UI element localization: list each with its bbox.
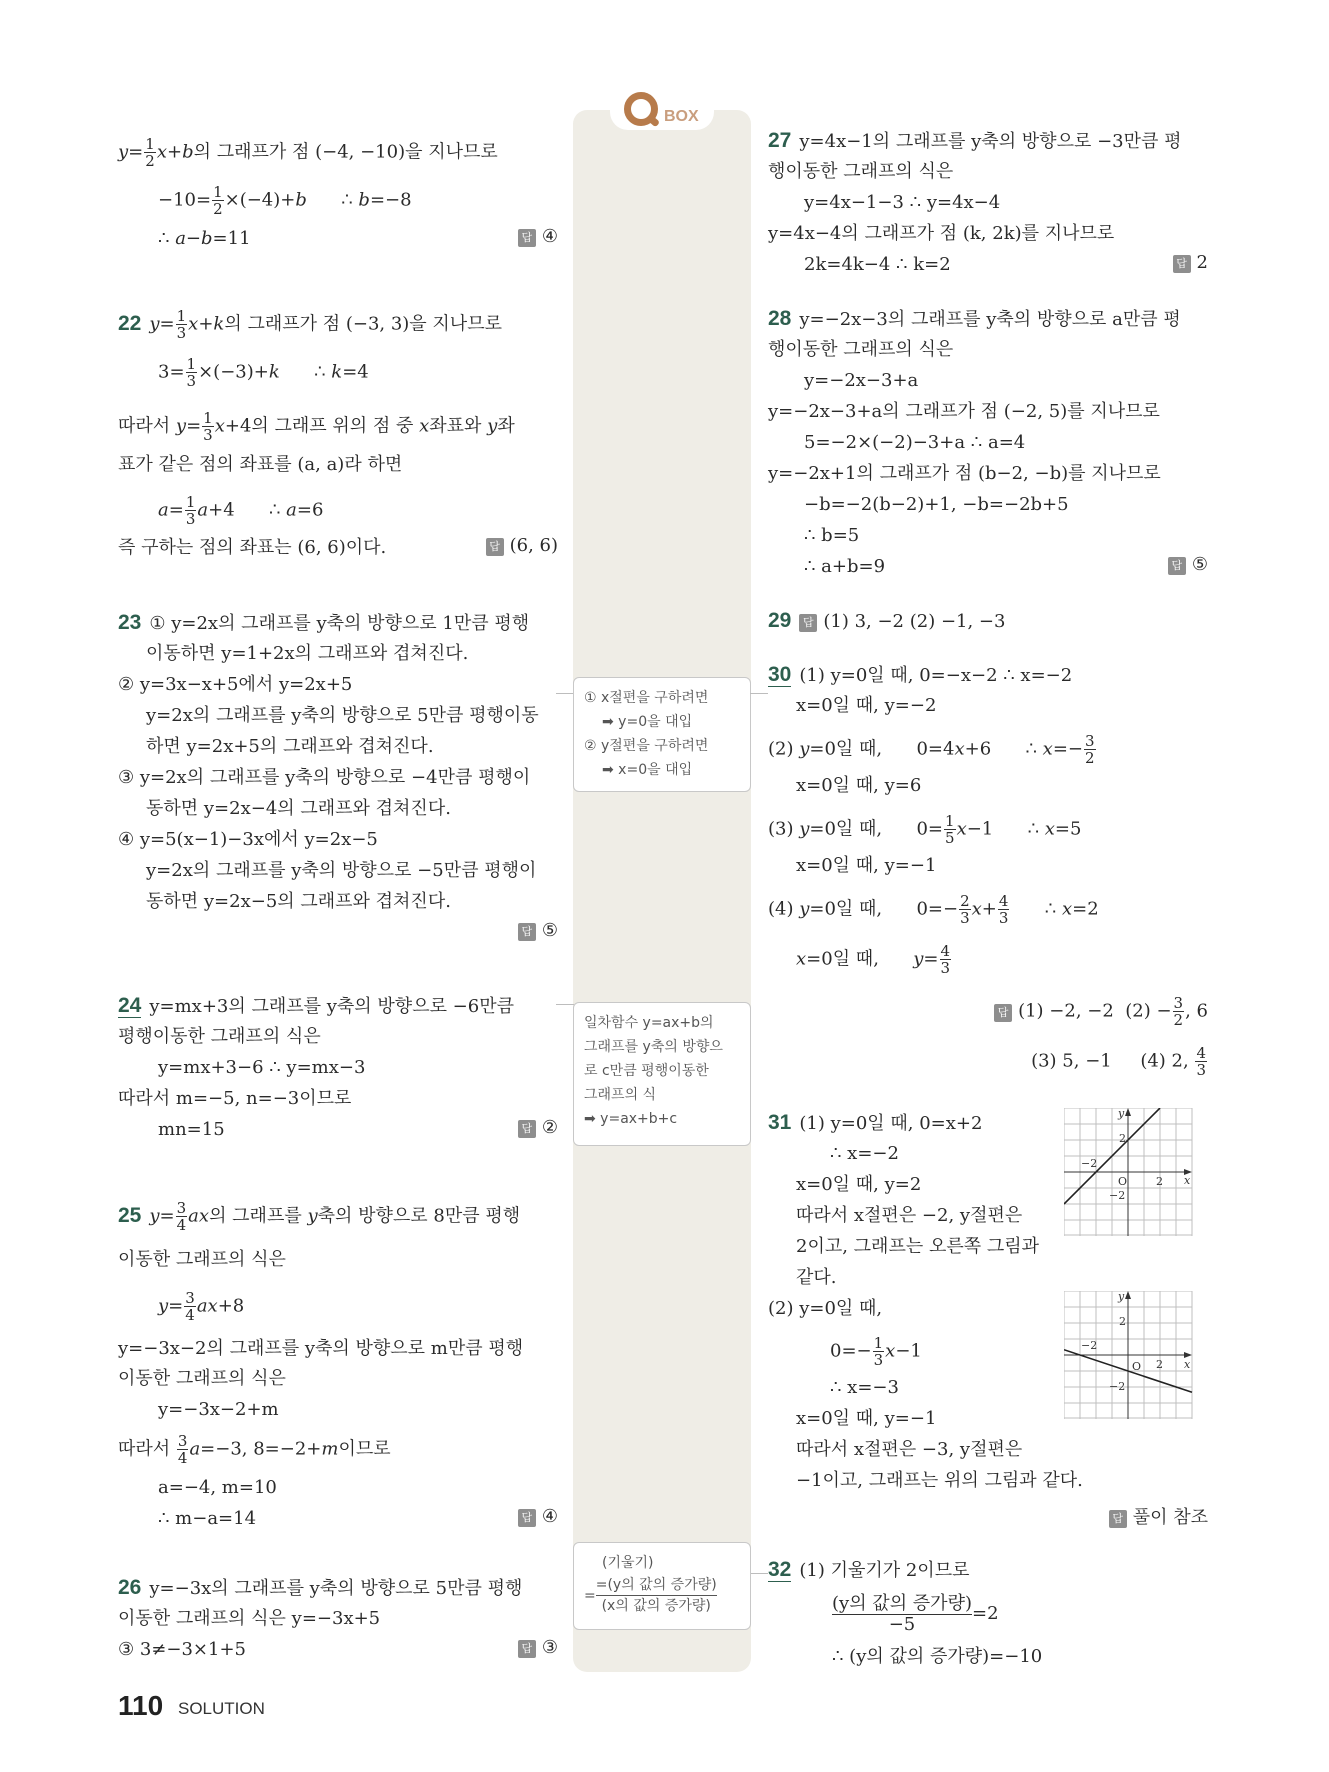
text-line: ∴ a−b=11	[158, 228, 251, 249]
page-number: 110	[118, 1690, 164, 1721]
text-line: −b=−2(b−2)+1, −b=−2b+5	[804, 494, 1069, 515]
graph-31-1	[1064, 1108, 1194, 1236]
text-line: (y의 값의 증가량) −5 =2	[832, 1592, 999, 1635]
note-connector	[556, 693, 574, 694]
answer: 답 풀이 참조	[1109, 1503, 1208, 1529]
note-connector	[750, 1573, 768, 1574]
text-line: 같다.	[796, 1267, 837, 1288]
text-line: y=−2x−3+a	[804, 370, 919, 391]
note-connector	[556, 1004, 574, 1005]
answer: 답 ⑤	[1168, 554, 1208, 575]
text-line: ∴ a+b=9	[804, 556, 886, 577]
answer-icon: 답	[518, 1509, 536, 1527]
text-line: ② y=3x−x+5에서 y=2x+5	[118, 674, 353, 695]
text-line: y=2x의 그래프를 y축의 방향으로 5만큼 평행이동	[146, 705, 539, 726]
text-line: 23 ① y=2x의 그래프를 y축의 방향으로 1만큼 평행	[118, 611, 530, 634]
answer-icon: 답	[518, 229, 536, 247]
text-line: 24 y=mx+3의 그래프를 y축의 방향으로 −6만큼	[118, 994, 514, 1017]
text-line: 동하면 y=2x−4의 그래프와 겹쳐진다.	[146, 798, 451, 819]
answer-icon: 답	[1109, 1510, 1127, 1528]
text-line: x=0일 때, y= $\frac{4}{3}$	[796, 942, 951, 977]
svg-text:−2: −2	[1109, 1380, 1126, 1393]
answer: 답 (1) −2, −2 (2) − $\frac{3}{2}$ , 6	[994, 995, 1208, 1028]
text-line: 30 (1) y=0일 때, 0=−x−2 ∴ x=−2	[768, 663, 1073, 686]
text-line: −10= $\frac{1}{2}$ ×(−4)+b ∴ b=−8	[158, 183, 412, 218]
problem-number: 27	[768, 129, 792, 152]
qbox-logo-text: BOX	[664, 108, 699, 125]
text-line: 하면 y=2x+5의 그래프와 겹쳐진다.	[146, 736, 434, 757]
problem-number: 22	[118, 311, 142, 335]
text-line: 평행이동한 그래프의 식은	[118, 1026, 321, 1047]
text-line: 5=−2×(−2)−3+a ∴ a=4	[804, 432, 1026, 453]
text-line: y=−3x−2의 그래프를 y축의 방향으로 m만큼 평행	[118, 1338, 524, 1359]
text-line: ∴ m−a=14	[158, 1508, 257, 1529]
svg-text:x: x	[1184, 1358, 1191, 1371]
svg-text:O: O	[1118, 1175, 1128, 1188]
text-line: mn=15	[158, 1119, 225, 1140]
text-line: x=0일 때, y=−1	[796, 855, 937, 876]
problem-number: 23	[118, 611, 142, 634]
text-line: 표가 같은 점의 좌표를 (a, a)라 하면	[118, 454, 403, 475]
text-line: ∴ b=5	[804, 525, 860, 546]
svg-text:−2: −2	[1081, 1339, 1098, 1352]
answer: 답 ④	[518, 226, 558, 247]
answer: 답 2	[1173, 252, 1208, 273]
text-line: 행이동한 그래프의 식은	[768, 339, 954, 360]
text-line: (2) y=0일 때, 0=4x+6 ∴ x=− $\frac{3}{2}$	[768, 732, 1095, 767]
text-line: ③ y=2x의 그래프를 y축의 방향으로 −4만큼 평행이	[118, 767, 531, 788]
section-label: SOLUTION	[178, 1699, 265, 1718]
text-line: ③ 3≠−3×1+5	[118, 1639, 246, 1660]
svg-text:O: O	[1132, 1360, 1142, 1373]
svg-text:y: y	[1118, 1108, 1125, 1120]
answer-icon: 답	[1168, 557, 1186, 575]
text-line: 3= $\frac{1}{3}$ ×(−3)+k ∴ k=4	[158, 355, 369, 390]
answer-icon: 답	[994, 1004, 1012, 1022]
answer: 답 (6, 6)	[486, 535, 558, 556]
text-line: (2) y=0일 때,	[768, 1298, 883, 1319]
text-line: 행이동한 그래프의 식은	[768, 161, 954, 182]
problem-number: 28	[768, 307, 792, 330]
text-line: 31 (1) y=0일 때, 0=x+2	[768, 1111, 983, 1134]
svg-text:−2: −2	[1081, 1157, 1098, 1170]
problem-number: 32	[768, 1558, 792, 1581]
text-line: y=−3x−2+m	[158, 1399, 279, 1420]
text-line: 29 답 (1) 3, −2 (2) −1, −3	[768, 609, 1006, 632]
answer-icon: 답	[518, 1640, 536, 1658]
svg-text:y: y	[1118, 1291, 1125, 1303]
svg-text:−2: −2	[1109, 1189, 1126, 1202]
answer-icon: 답	[1173, 255, 1191, 273]
text-line: 이동한 그래프의 식은	[118, 1249, 286, 1270]
text-line: y= $\frac{1}{2}$ x+b의 그래프가 점 (−4, −10)을 지나므로	[118, 135, 498, 170]
text-line: 동하면 y=2x−5의 그래프와 겹쳐진다.	[146, 891, 451, 912]
answer: 답 ②	[518, 1117, 558, 1138]
text-line: ∴ x=−3	[830, 1377, 899, 1398]
text-line: y=4x−1−3 ∴ y=4x−4	[804, 192, 1001, 213]
text-line: a= $\frac{1}{3}$ a+4 ∴ a=6	[158, 493, 324, 528]
text-line: 2k=4k−4 ∴ k=2	[804, 254, 951, 275]
text-line: ④ y=5(x−1)−3x에서 y=2x−5	[118, 829, 378, 850]
problem-number: 29	[768, 609, 792, 632]
text-line: x=0일 때, y=−1	[796, 1408, 937, 1429]
text-line: ∴ x=−2	[830, 1143, 899, 1164]
problem-number: 30	[768, 663, 792, 686]
text-line: 32 (1) 기울기가 2이므로	[768, 1558, 970, 1581]
text-line: 따라서 $\frac{3}{4}$ a=−3, 8=−2+m이므로	[118, 1432, 391, 1467]
text-line: 2이고, 그래프는 오른쪽 그림과	[796, 1236, 1039, 1257]
text-line: 이동한 그래프의 식은 y=−3x+5	[118, 1608, 381, 1629]
text-line: 따라서 x절편은 −2, y절편은	[796, 1205, 1023, 1226]
text-line: ∴ (y의 값의 증가량)=−10	[832, 1646, 1043, 1667]
left-column	[118, 0, 558, 1772]
text-line: y=−2x+1의 그래프가 점 (b−2, −b)를 지나므로	[768, 463, 1161, 484]
text-line: 이동한 그래프의 식은	[118, 1368, 286, 1389]
text-line: 27 y=4x−1의 그래프를 y축의 방향으로 −3만큼 평	[768, 129, 1182, 152]
note-connector	[750, 693, 768, 694]
text-line: x=0일 때, y=2	[796, 1174, 922, 1195]
text-line: 0=− $\frac{1}{3}$ x−1	[830, 1334, 922, 1369]
text-line: x=0일 때, y=6	[796, 775, 922, 796]
right-column	[768, 0, 1208, 1772]
answer-icon: 답	[486, 538, 504, 556]
text-line: −1이고, 그래프는 위의 그림과 같다.	[796, 1470, 1083, 1491]
answer-icon: 답	[518, 923, 536, 941]
problem-number: 26	[118, 1576, 142, 1599]
text-line: x=0일 때, y=−2	[796, 695, 937, 716]
qbox-note-intercepts: ① x절편을 구하려면 ➡ y=0을 대입 ② y절편을 구하려면 ➡ x=0을 대입	[573, 677, 751, 792]
svg-text:2: 2	[1119, 1315, 1126, 1328]
answer-icon: 답	[518, 1120, 536, 1138]
qbox-note-translation: 일차함수 y=ax+b의 그래프를 y축의 방향으 로 c만큼 평행이동한 그래프의 식 ➡ y=ax+b+c	[573, 1002, 751, 1146]
svg-text:2: 2	[1156, 1175, 1163, 1188]
text-line: y=−2x−3+a의 그래프가 점 (−2, 5)를 지나므로	[768, 401, 1160, 422]
text-line: y=4x−4의 그래프가 점 (k, 2k)를 지나므로	[768, 223, 1115, 244]
text-line: 26 y=−3x의 그래프를 y축의 방향으로 5만큼 평행	[118, 1576, 523, 1599]
text-line: 22 y= $\frac{1}{3}$ x+k의 그래프가 점 (−3, 3)을 지나므로	[118, 307, 502, 342]
q-logo-icon	[624, 92, 658, 126]
text-line: (3) y=0일 때, 0= $\frac{1}{5}$ x−1 ∴ x=5	[768, 812, 1082, 847]
text-line: a=−4, m=10	[158, 1477, 277, 1498]
text-line: y=mx+3−6 ∴ y=mx−3	[158, 1057, 366, 1078]
text-line: 따라서 y= $\frac{1}{3}$ x+4의 그래프 위의 점 중 x좌표와 y좌	[118, 409, 515, 444]
svg-text:2: 2	[1119, 1132, 1126, 1145]
svg-text:2: 2	[1156, 1358, 1163, 1371]
answer: 답 ④	[518, 1506, 558, 1527]
text-line: (4) y=0일 때, 0=− $\frac{2}{3}$ x+ $\frac{4}{3}$ ∴ x=2	[768, 892, 1099, 927]
svg-text:x: x	[1184, 1174, 1191, 1187]
text-line: 따라서 m=−5, n=−3이므로	[118, 1088, 352, 1109]
problem-number: 25	[118, 1203, 142, 1227]
qbox-strip	[573, 110, 751, 1672]
problem-number: 31	[768, 1111, 792, 1134]
qbox-logo	[624, 86, 699, 126]
answer: 답 ⑤	[518, 920, 558, 941]
text-line: 이동하면 y=1+2x의 그래프와 겹쳐진다.	[146, 643, 469, 664]
answer: 답 ③	[518, 1637, 558, 1658]
graph-31-2	[1064, 1291, 1194, 1419]
text-line: 즉 구하는 점의 좌표는 (6, 6)이다.	[118, 537, 387, 558]
text-line: 따라서 x절편은 −3, y절편은	[796, 1439, 1023, 1460]
text-line: y=2x의 그래프를 y축의 방향으로 −5만큼 평행이	[146, 860, 537, 881]
text-line: 25 y= $\frac{3}{4}$ ax의 그래프를 y축의 방향으로 8만큼 평행	[118, 1199, 521, 1234]
text-line: y= $\frac{3}{4}$ ax+8	[158, 1289, 245, 1324]
text-line: 28 y=−2x−3의 그래프를 y축의 방향으로 a만큼 평	[768, 307, 1181, 330]
answer-cont: (3) 5, −1 (4) 2, $\frac{4}{3}$	[1031, 1044, 1206, 1079]
problem-number: 24	[118, 994, 142, 1017]
answer-icon: 답	[799, 614, 817, 632]
qbox-note-slope: (기울기) = =(y의 값의 증가량) (x의 값의 증가량)	[573, 1542, 751, 1630]
